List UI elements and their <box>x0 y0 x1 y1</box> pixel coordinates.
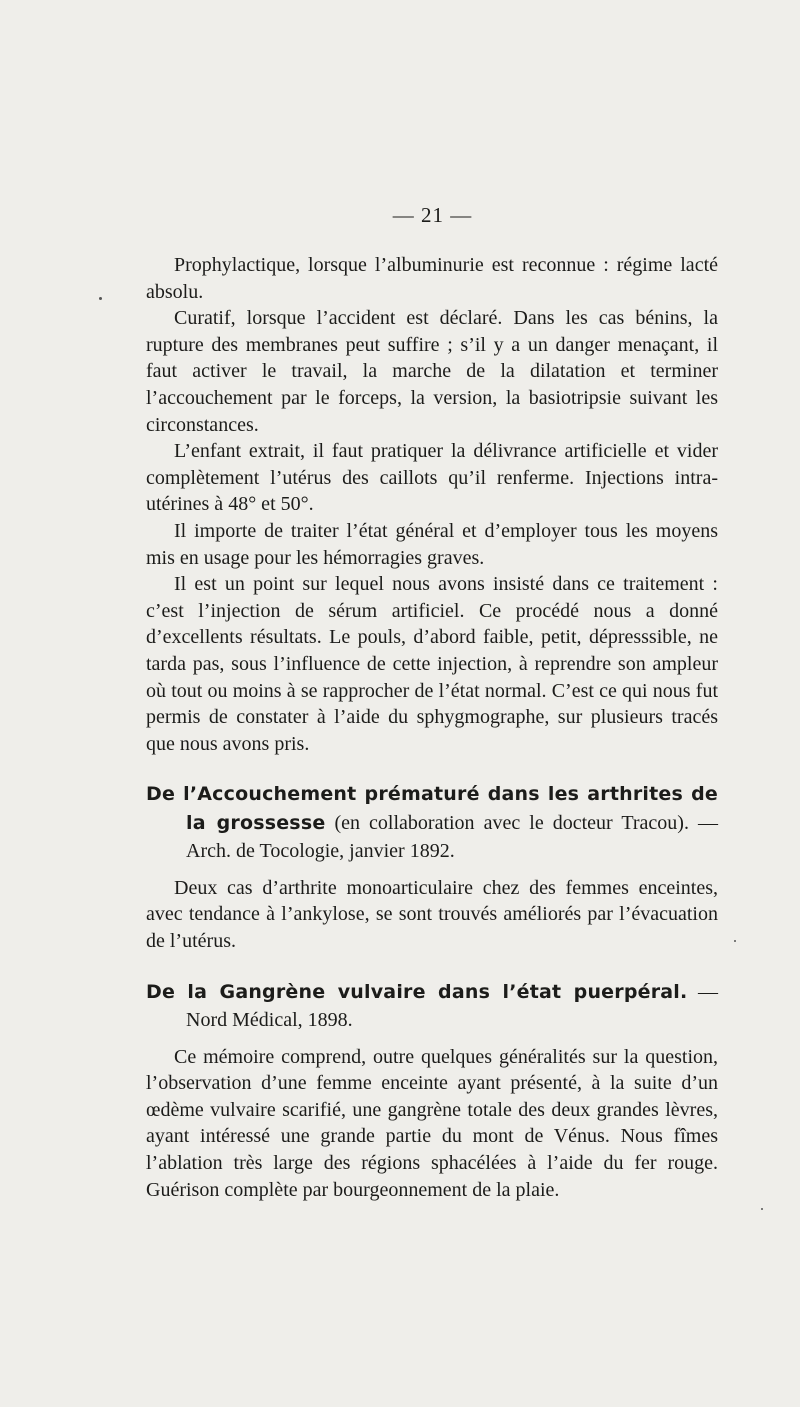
paragraph-general-state: Il importe de traiter l’état général et d’employer tous les moyens mis en usage pour les hémorragies graves. <box>146 519 718 569</box>
section-body-arthritis: Deux cas d’arthrite monoarticulaire chez des femmes enceintes, avec tendance à l’ankylose, se sont trouvés améliorés par l’évacuation de l’utérus. <box>146 876 718 952</box>
paragraph-curative: Curatif, lorsque l’accident est déclaré. Dans les cas bénins, la rupture des membranes peut suffire ; s’il y a un danger menaçant, il faut activer le travail, la marche de la dilatation et terminer l’accouchement par le forceps, la version, la basiotripsie suivant les circonstances. <box>146 307 718 436</box>
paper-speck <box>761 1208 763 1210</box>
paragraph-serum-injection: Il est un point sur lequel nous avons insisté dans ce traitement : c’est l’injection de sérum artificiel. Ce procédé nous a donné d’excellents résultats. Le pouls, d’abord faible, petit, dépresssible, ne tarda pas, sous l’influence de cette injection, à reprendre son ampleur où tout ou moins à se rapprocher de l’état normal. C’est ce qui nous fut permis de constater à l’aide du sphygmographe, sur plusieurs tracés que nous avons pris. <box>146 573 718 755</box>
paragraph-child-extraction: L’enfant extrait, il faut pratiquer la délivrance artificielle et vider complètement l’utérus des caillots qu’il renferme. Injections intra-utérines à 48° et 50°. <box>146 440 718 516</box>
section-body-gangrene: Ce mémoire comprend, outre quelques généralités sur la question, l’observation d’une femme enceinte ayant présenté, à la suite d’un œdème vulvaire scarifié, une gangrène totale des deux grandes lèvres, ayant intéressé une grande partie du mont de Vénus. Nous fîmes l’ablation très large des régions sphacélées à l’aide du fer rouge. Guérison complète par bourgeonnement de la plaie. <box>146 1045 718 1201</box>
section-heading-arthritis <box>146 780 718 866</box>
page-body <box>146 252 718 1203</box>
paragraph-prophylactic: Prophylactique, lorsque l’albuminurie est reconnue : régime lacté absolu. <box>146 254 718 303</box>
section-title-gangrene: De la Gangrène vulvaire dans l’état puerpéral. <box>146 980 688 1003</box>
paper-speck <box>99 297 102 300</box>
section-title-arthritis: De l’Accouchement prématuré dans les arthrites de la grossesse <box>146 783 718 834</box>
paper-speck <box>734 940 736 942</box>
section-reference-arthritis: (en collaboration avec le docteur Tracou). — Arch. de Tocologie, janvier 1892. <box>186 811 718 863</box>
section-heading-gangrene <box>146 978 718 1035</box>
section-reference-gangrene: — Nord Médical, 1898. <box>186 980 719 1032</box>
page-number: — 21 — <box>392 203 473 227</box>
